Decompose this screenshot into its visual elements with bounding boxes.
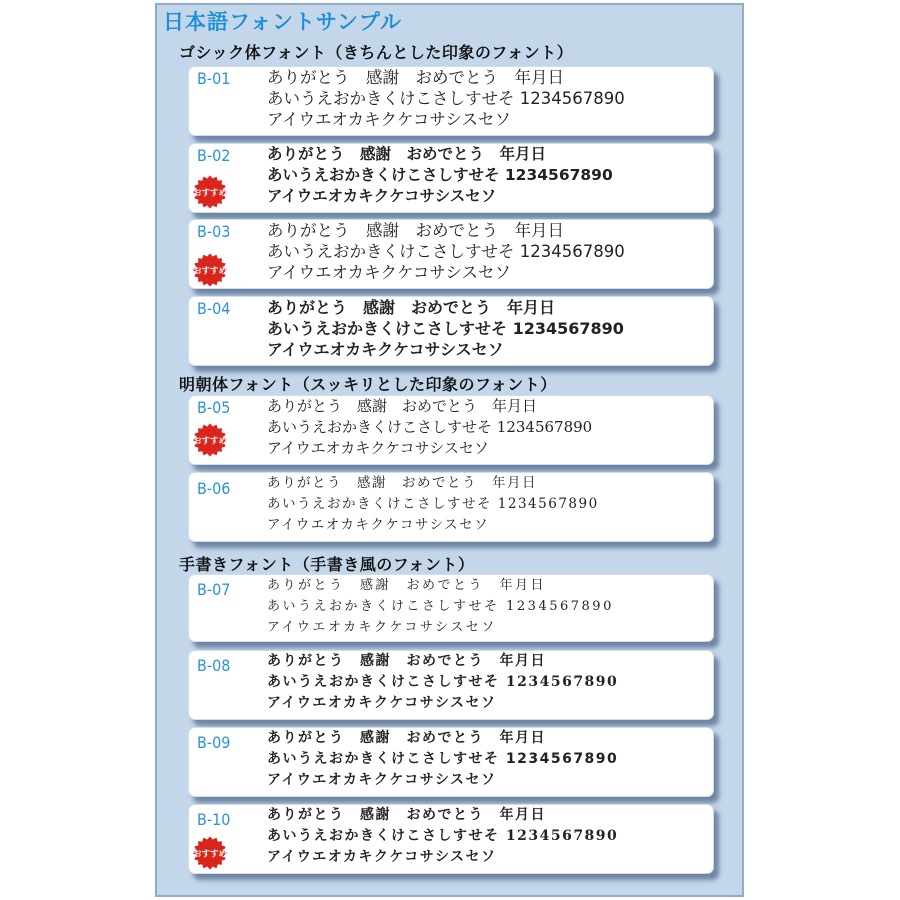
- sample-line-2: あいうえおかきくけこさしすせそ 1234567890: [267, 166, 613, 184]
- sample-line-2: あいうえおかきくけこさしすせそ 1234567890: [267, 89, 625, 108]
- sample-line-3: アイウエオカキクケコサシスセソ: [267, 772, 497, 788]
- sample-lines: [267, 144, 709, 207]
- sample-line-3: アイウエオカキクケコサシスセソ: [267, 439, 489, 457]
- font-code: B-03: [197, 222, 231, 241]
- section-title-mincho: 明朝体フォント（スッキリとした印象のフォント）: [179, 375, 557, 394]
- sample-lines: [267, 67, 709, 130]
- sample-line-3: アイウエオカキクケコサシスセソ: [267, 517, 490, 533]
- sample-line-2: あいうえおかきくけこさしすせそ 1234567890: [267, 674, 619, 690]
- section-title-gothic: ゴシック体フォント（きちんとした印象のフォント）: [179, 43, 574, 62]
- font-sample-card: [188, 574, 714, 642]
- sample-line-2: あいうえおかきくけこさしすせそ 1234567890: [267, 418, 593, 436]
- sample-lines: [267, 473, 709, 536]
- sample-line-3: アイウエオカキクケコサシスセソ: [267, 620, 497, 635]
- sample-lines: [267, 805, 709, 868]
- font-sample-card: [188, 66, 714, 136]
- sample-line-3: アイウエオカキクケコサシスセソ: [267, 187, 497, 205]
- font-code: B-08: [197, 656, 231, 675]
- font-sample-card: [188, 296, 714, 366]
- recommended-badge-icon: [189, 422, 231, 458]
- sample-line-1: ありがとう 感謝 おめでとう 年月日: [267, 730, 546, 746]
- font-sample-card: [188, 472, 714, 542]
- font-code: B-07: [197, 580, 231, 599]
- font-code: B-09: [197, 733, 231, 752]
- font-code: B-04: [197, 299, 231, 318]
- font-sample-card: [188, 219, 714, 289]
- font-code: B-02: [197, 146, 231, 165]
- sample-lines: [267, 728, 709, 791]
- sample-line-2: あいうえおかきくけこさしすせそ 1234567890: [267, 319, 624, 338]
- font-sample-card: [188, 395, 714, 465]
- font-sample-card: [188, 804, 714, 874]
- sample-line-2: あいうえおかきくけこさしすせそ 1234567890: [267, 242, 625, 261]
- sample-line-2: あいうえおかきくけこさしすせそ 1234567890: [267, 751, 619, 767]
- sample-line-3: アイウエオカキクケコサシスセソ: [267, 849, 497, 865]
- sample-line-2: あいうえおかきくけこさしすせそ 1234567890: [267, 599, 614, 614]
- recommended-badge-icon: [189, 252, 231, 288]
- sample-line-1: ありがとう 感謝 おめでとう 年月日: [267, 578, 547, 593]
- badge-label: おすすめ: [192, 266, 228, 277]
- page-title: 日本語フォントサンプル: [163, 10, 403, 34]
- sample-line-1: ありがとう 感謝 おめでとう 年月日: [267, 68, 564, 87]
- sample-lines: [267, 575, 709, 638]
- recommended-badge-icon: [189, 174, 231, 210]
- sample-lines: [267, 396, 709, 459]
- font-sample-card: [188, 727, 714, 797]
- sample-line-2: あいうえおかきくけこさしすせそ 1234567890: [267, 828, 619, 844]
- sample-line-1: ありがとう 感謝 おめでとう 年月日: [267, 298, 556, 317]
- font-sample-card: [188, 143, 714, 213]
- badge-label: おすすめ: [192, 188, 228, 199]
- sample-line-3: アイウエオカキクケコサシスセソ: [267, 110, 512, 129]
- font-sample-card: [188, 650, 714, 720]
- sample-line-3: アイウエオカキクケコサシスセソ: [267, 263, 512, 282]
- font-code: B-01: [197, 69, 231, 88]
- sample-line-3: アイウエオカキクケコサシスセソ: [267, 695, 497, 711]
- badge-label: おすすめ: [192, 849, 228, 860]
- sample-line-1: ありがとう 感謝 おめでとう 年月日: [267, 475, 537, 491]
- sample-line-3: アイウエオカキクケコサシスセソ: [267, 340, 504, 359]
- sample-line-1: ありがとう 感謝 おめでとう 年月日: [267, 221, 564, 240]
- sample-line-1: ありがとう 感謝 おめでとう 年月日: [267, 145, 547, 163]
- font-code: B-05: [197, 398, 231, 417]
- sample-line-1: ありがとう 感謝 おめでとう 年月日: [267, 807, 546, 823]
- sample-lines: [267, 297, 709, 360]
- sample-lines: [267, 220, 709, 283]
- sample-line-2: あいうえおかきくけこさしすせそ 1234567890: [267, 496, 599, 512]
- sample-line-1: ありがとう 感謝 おめでとう 年月日: [267, 397, 538, 415]
- sample-lines: [267, 651, 709, 714]
- font-code: B-06: [197, 479, 231, 498]
- badge-label: おすすめ: [192, 436, 228, 447]
- recommended-badge-icon: [189, 835, 231, 871]
- sample-line-1: ありがとう 感謝 おめでとう 年月日: [267, 653, 546, 669]
- font-code: B-10: [197, 810, 231, 829]
- section-title-handwriting: 手書きフォント（手書き風のフォント）: [179, 555, 475, 574]
